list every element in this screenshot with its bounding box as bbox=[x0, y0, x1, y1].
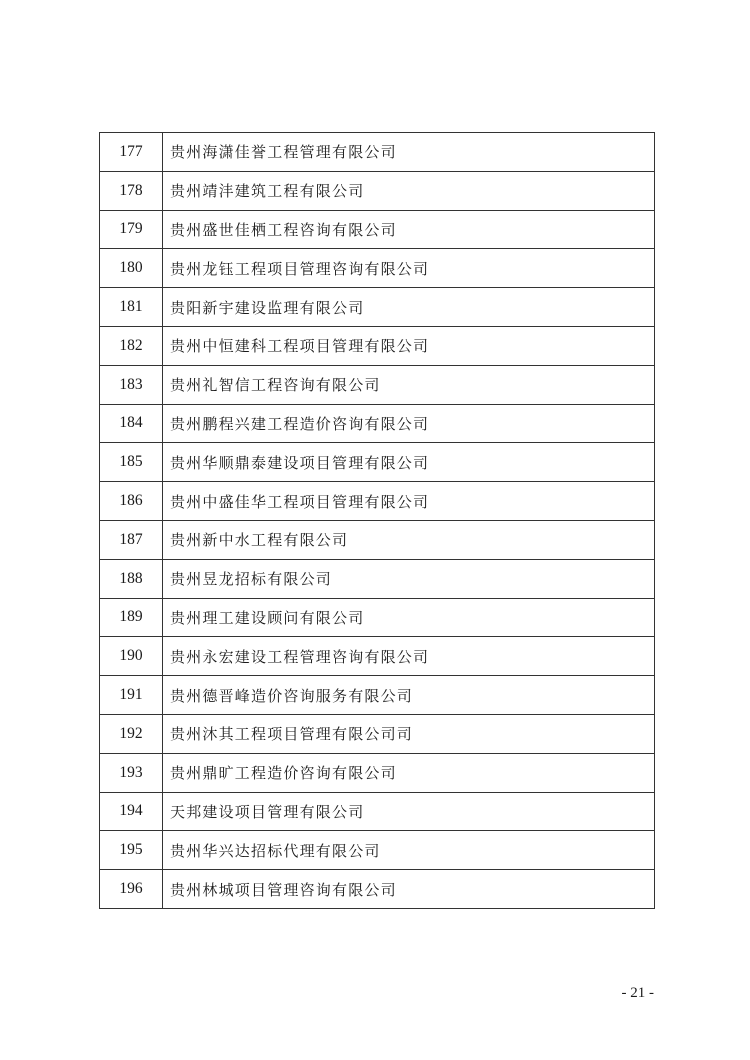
table-row bbox=[100, 870, 655, 909]
company-name: 贵州昱龙招标有限公司 bbox=[163, 559, 655, 598]
table-row bbox=[100, 326, 655, 365]
table-row bbox=[100, 210, 655, 249]
company-name: 贵州礼智信工程咨询有限公司 bbox=[163, 365, 655, 404]
row-number: 177 bbox=[100, 133, 163, 172]
company-name: 贵州德晋峰造价咨询服务有限公司 bbox=[163, 676, 655, 715]
row-number: 188 bbox=[100, 559, 163, 598]
row-number: 191 bbox=[100, 676, 163, 715]
page-number: - 21 - bbox=[621, 985, 654, 1001]
table-row bbox=[100, 365, 655, 404]
table-row bbox=[100, 792, 655, 831]
company-name: 贵州靖沣建筑工程有限公司 bbox=[163, 171, 655, 210]
company-name: 贵州中盛佳华工程项目管理有限公司 bbox=[163, 482, 655, 521]
table-row bbox=[100, 714, 655, 753]
table-row bbox=[100, 753, 655, 792]
row-number: 194 bbox=[100, 792, 163, 831]
row-number: 193 bbox=[100, 753, 163, 792]
table-row bbox=[100, 443, 655, 482]
company-name: 天邦建设项目管理有限公司 bbox=[163, 792, 655, 831]
company-name: 贵州沐其工程项目管理有限公司司 bbox=[163, 714, 655, 753]
company-name: 贵州海潇佳誉工程管理有限公司 bbox=[163, 133, 655, 172]
table-row bbox=[100, 598, 655, 637]
row-number: 184 bbox=[100, 404, 163, 443]
table-row bbox=[100, 520, 655, 559]
company-name: 贵州鹏程兴建工程造价咨询有限公司 bbox=[163, 404, 655, 443]
table-body bbox=[100, 133, 655, 909]
company-name: 贵州盛世佳栖工程咨询有限公司 bbox=[163, 210, 655, 249]
company-name: 贵州理工建设顾问有限公司 bbox=[163, 598, 655, 637]
company-name: 贵州鼎旷工程造价咨询有限公司 bbox=[163, 753, 655, 792]
table-row bbox=[100, 171, 655, 210]
table-row bbox=[100, 249, 655, 288]
table-row bbox=[100, 404, 655, 443]
table-row bbox=[100, 831, 655, 870]
row-number: 181 bbox=[100, 288, 163, 327]
row-number: 192 bbox=[100, 714, 163, 753]
row-number: 179 bbox=[100, 210, 163, 249]
company-name: 贵州永宏建设工程管理咨询有限公司 bbox=[163, 637, 655, 676]
table-row bbox=[100, 133, 655, 172]
company-name: 贵州林城项目管理咨询有限公司 bbox=[163, 870, 655, 909]
table-row bbox=[100, 559, 655, 598]
table-row bbox=[100, 676, 655, 715]
row-number: 182 bbox=[100, 326, 163, 365]
company-name: 贵州新中水工程有限公司 bbox=[163, 520, 655, 559]
company-name: 贵州中恒建科工程项目管理有限公司 bbox=[163, 326, 655, 365]
row-number: 190 bbox=[100, 637, 163, 676]
row-number: 180 bbox=[100, 249, 163, 288]
company-name: 贵州华兴达招标代理有限公司 bbox=[163, 831, 655, 870]
row-number: 178 bbox=[100, 171, 163, 210]
row-number: 195 bbox=[100, 831, 163, 870]
company-name: 贵阳新宇建设监理有限公司 bbox=[163, 288, 655, 327]
row-number: 185 bbox=[100, 443, 163, 482]
row-number: 183 bbox=[100, 365, 163, 404]
row-number: 189 bbox=[100, 598, 163, 637]
table-row bbox=[100, 637, 655, 676]
table-row bbox=[100, 482, 655, 521]
row-number: 196 bbox=[100, 870, 163, 909]
company-name: 贵州华顺鼎泰建设项目管理有限公司 bbox=[163, 443, 655, 482]
company-name: 贵州龙钰工程项目管理咨询有限公司 bbox=[163, 249, 655, 288]
table-row bbox=[100, 288, 655, 327]
row-number: 187 bbox=[100, 520, 163, 559]
company-table bbox=[99, 132, 655, 909]
row-number: 186 bbox=[100, 482, 163, 521]
